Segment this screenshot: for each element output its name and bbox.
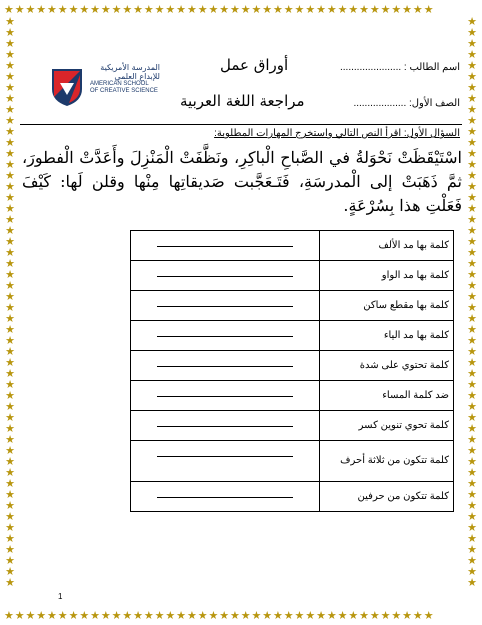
table-row — [131, 291, 454, 321]
student-name-label: اسم الطالب : — [403, 62, 460, 73]
worksheet-header — [20, 34, 462, 125]
answer-cell[interactable] — [131, 381, 320, 411]
star-border-right: ★★★★★★★★★★★★★★★★★★★★★★★★★★★★★★★★★★★★★★★★★★★★★★★★★★★★ — [467, 16, 477, 589]
logo-english-name — [90, 81, 158, 95]
logo-english-line2: OF CREATIVE SCIENCE — [90, 88, 158, 94]
row-prompt: كلمة تتكون من حرفين — [320, 482, 454, 512]
answer-line — [157, 497, 293, 498]
answer-line — [157, 396, 293, 397]
class-label: الصف الأول: — [409, 98, 460, 109]
answer-line — [157, 306, 293, 307]
logo-arabic-name: المدرسة الأمريكية للإبداع العلمي — [100, 63, 160, 81]
table-row — [131, 381, 454, 411]
table-row — [131, 351, 454, 381]
answer-cell[interactable] — [131, 231, 320, 261]
answer-cell[interactable] — [131, 291, 320, 321]
answer-table — [130, 230, 454, 512]
table-row — [131, 482, 454, 512]
answer-line — [157, 456, 293, 457]
worksheet-subtitle: مراجعة اللغة العربية — [180, 92, 305, 110]
star-border-left: ★★★★★★★★★★★★★★★★★★★★★★★★★★★★★★★★★★★★★★★★★★★★★★★★★★★★ — [5, 16, 15, 589]
answer-cell[interactable] — [131, 321, 320, 351]
answer-cell[interactable] — [131, 351, 320, 381]
logo-english-line1: AMERICAN SCHOOL — [90, 81, 149, 87]
row-prompt: كلمة بها مد الألف — [320, 231, 454, 261]
row-prompt: كلمة بها مد الواو — [320, 261, 454, 291]
star-border-bottom: ★★★★★★★★★★★★★★★★★★★★★★★★★★★★★★★★★★★★★★★★ — [4, 610, 435, 622]
worksheet-title: أوراق عمل — [220, 56, 289, 74]
answer-line — [157, 336, 293, 337]
answer-line — [157, 426, 293, 427]
table-row — [131, 261, 454, 291]
answer-cell[interactable] — [131, 441, 320, 482]
class-field[interactable] — [353, 98, 460, 109]
answer-cell[interactable] — [131, 261, 320, 291]
shield-logo-icon — [50, 67, 84, 107]
student-name-dots: ...................... — [340, 62, 402, 73]
question-heading: السؤال الأول: اقرأ النص التالي واستخرج المهارات المطلوبة: — [214, 128, 460, 139]
row-prompt: كلمة تحوي تنوين كسر — [320, 411, 454, 441]
worksheet-page — [20, 18, 462, 608]
table-row — [131, 231, 454, 261]
answer-cell[interactable] — [131, 482, 320, 512]
table-row — [131, 321, 454, 351]
answer-cell[interactable] — [131, 411, 320, 441]
reading-passage: اسْتَيْقَظَتْ نَحْوَلةُ في الصَّباحِ الْباكِرِ، ونَظَّفَتْ الْمَنْزِلَ وأَعَدَّتْ الْفطورَ، ثمَّ ذَهَبَتْ إلى الْمدرسَةِ، فَتَـعَجَّبت صَديقاتِها مِنْها وقلن لَها: كَيْفَ فَعَلْتِ هذا بِسُرْعَةٍ. — [22, 148, 462, 215]
page-number: 1 — [58, 592, 63, 601]
table-row — [131, 411, 454, 441]
row-prompt: كلمة بها مقطع ساكن — [320, 291, 454, 321]
row-prompt: كلمة تحتوي على شدة — [320, 351, 454, 381]
row-prompt: كلمة بها مد الياء — [320, 321, 454, 351]
star-border-top: ★★★★★★★★★★★★★★★★★★★★★★★★★★★★★★★★★★★★★★★★ — [4, 4, 435, 16]
row-prompt: كلمة تتكون من ثلاثة أحرف — [320, 441, 454, 482]
school-logo — [50, 57, 160, 117]
row-prompt: ضد كلمة المساء — [320, 381, 454, 411]
answer-line — [157, 366, 293, 367]
table-row — [131, 441, 454, 482]
answer-line — [157, 276, 293, 277]
answer-line — [157, 246, 293, 247]
student-name-field[interactable] — [340, 62, 460, 73]
class-dots: ................... — [353, 98, 407, 109]
